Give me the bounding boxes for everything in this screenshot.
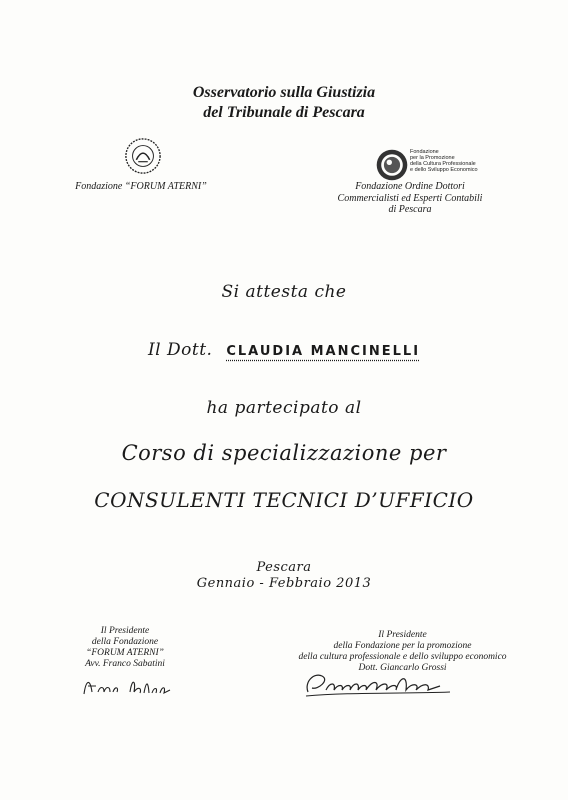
place: Pescara — [256, 560, 312, 575]
left-signatory: Il Presidente della Fondazione “FORUM ATERNI” Avv. Franco Sabatini — [85, 626, 165, 669]
recipient-name: CLAUDIA MANCINELLI — [226, 344, 421, 359]
header-line-2: del Tribunale di Pescara — [203, 104, 365, 121]
right-organization-name: Fondazione Ordine Dottori Commercialisti ed Esperti Contabili di Pescara — [337, 181, 483, 215]
date: Gennaio - Febbraio 2013 — [196, 576, 372, 591]
globe-emblem-icon — [374, 147, 410, 183]
title-label: Il Dott. — [147, 340, 213, 360]
participation-text: ha partecipato al — [206, 398, 362, 418]
right-handwritten-signature — [300, 662, 460, 702]
recipient-row — [0, 340, 568, 360]
forum-aterni-seal-icon — [124, 137, 162, 175]
course-title: CONSULENTI TECNICI D’UFFICIO — [94, 488, 474, 512]
left-handwritten-signature — [80, 672, 180, 700]
header-line-1: Osservatorio sulla Giustizia — [192, 84, 376, 101]
attestation-text: Si attesta che — [221, 282, 347, 302]
course-text: Corso di specializzazione per — [121, 441, 447, 465]
right-logo-caption: Fondazione per la Promozione della Cultura Professionale e dello Sviluppo Economico — [410, 149, 478, 173]
left-organization-name: Fondazione “FORUM ATERNI” — [75, 181, 207, 192]
right-signatory: Il Presidente della Fondazione per la promozione della cultura professionale e dello sviluppo economico Dott. Giancarlo Grossi — [298, 630, 507, 673]
